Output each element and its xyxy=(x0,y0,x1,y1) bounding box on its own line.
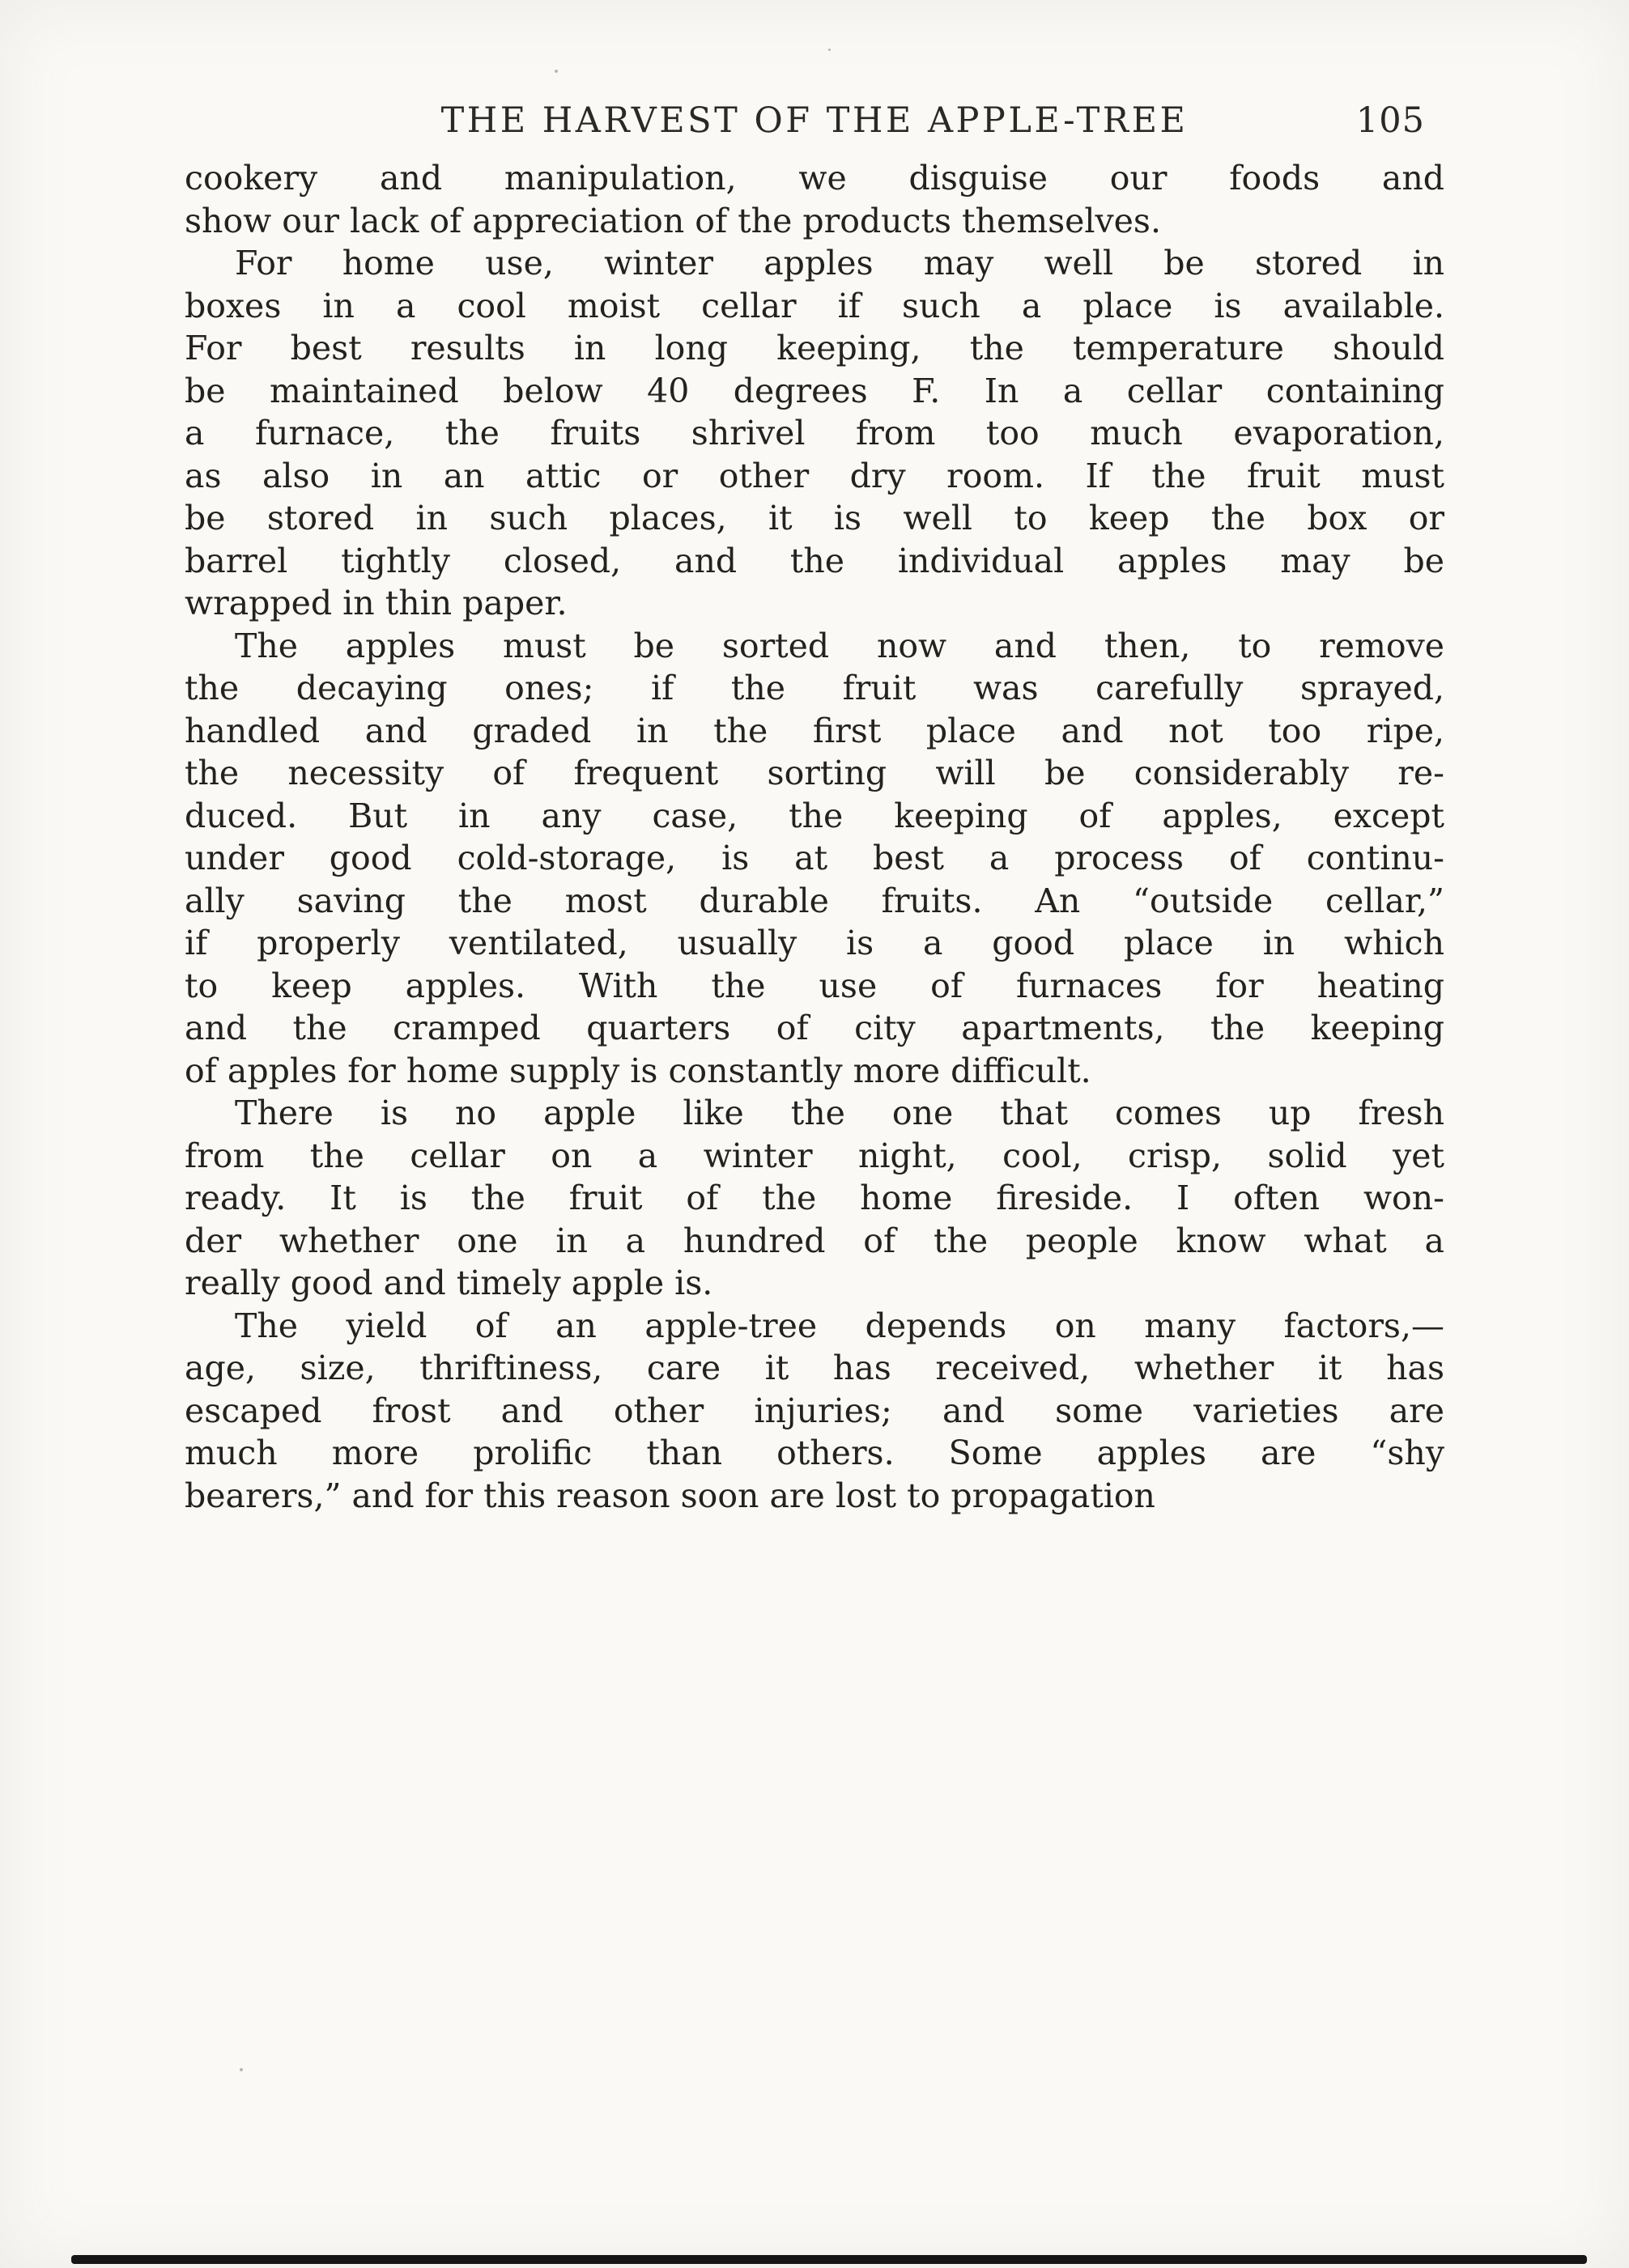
text-line: and the cramped quarters of city apartments, the keeping xyxy=(185,1009,1444,1047)
text-line: There is no apple like the one that comes up fresh xyxy=(235,1094,1444,1132)
text-line: boxes in a cool moist cellar if such a place is available. xyxy=(185,286,1444,325)
text-line: be maintained below 40 degrees F. In a cellar containing xyxy=(185,371,1444,410)
text-line: wrapped in thin paper. xyxy=(185,584,568,622)
text-line: as also in an attic or other dry room. If the fruit must xyxy=(185,456,1444,495)
text-line: show our lack of appreciation of the products themselves. xyxy=(185,201,1161,240)
text-line: For best results in long keeping, the temperature should xyxy=(185,329,1444,367)
text-line: duced. But in any case, the keeping of apples, except xyxy=(185,796,1444,835)
body-text xyxy=(185,157,1444,1517)
paragraph xyxy=(185,242,1444,625)
text-line: much more prolific than others. Some apples are “shy xyxy=(185,1433,1444,1472)
text-line: of apples for home supply is constantly more difficult. xyxy=(185,1051,1091,1090)
scan-edge-artifact xyxy=(71,2255,1587,2264)
page-header xyxy=(185,100,1444,149)
text-line: The apples must be sorted now and then, to remove xyxy=(235,626,1444,665)
paragraph xyxy=(185,157,1444,242)
text-line: der whether one in a hundred of the people know what a xyxy=(185,1221,1444,1260)
paragraph xyxy=(185,1305,1444,1518)
scan-speck xyxy=(555,70,558,73)
text-line: cookery and manipulation, we disguise our foods and xyxy=(185,159,1444,197)
text-line: a furnace, the fruits shrivel from too much evaporation, xyxy=(185,414,1444,452)
text-line: really good and timely apple is. xyxy=(185,1264,713,1302)
page-number: 105 xyxy=(1355,100,1425,141)
text-line: from the cellar on a winter night, cool, crisp, solid yet xyxy=(185,1136,1444,1175)
text-line: be stored in such places, it is well to keep the box or xyxy=(185,499,1444,537)
text-line: under good cold-storage, is at best a process of continu- xyxy=(185,839,1444,877)
paragraph xyxy=(185,1092,1444,1305)
text-line: if properly ventilated, usually is a good place in which xyxy=(185,924,1444,962)
scan-speck xyxy=(828,49,831,51)
text-line: the decaying ones; if the fruit was carefully sprayed, xyxy=(185,669,1444,707)
text-line: the necessity of frequent sorting will be considerably re- xyxy=(185,754,1444,792)
text-line: escaped frost and other injuries; and some varieties are xyxy=(185,1391,1444,1430)
text-line: handled and graded in the first place and not too ripe, xyxy=(185,711,1444,750)
text-line: barrel tightly closed, and the individual apples may be xyxy=(185,541,1444,580)
text-line: The yield of an apple-tree depends on many factors,— xyxy=(235,1306,1444,1345)
text-line: bearers,” and for this reason soon are lost to propagation xyxy=(185,1476,1155,1515)
text-line: to keep apples. With the use of furnaces for heating xyxy=(185,966,1444,1005)
text-line: ready. It is the fruit of the home fireside. I often won- xyxy=(185,1179,1444,1217)
paragraph xyxy=(185,625,1444,1093)
text-line: age, size, thriftiness, care it has received, whether it has xyxy=(185,1348,1444,1387)
text-line: For home use, winter apples may well be stored in xyxy=(235,244,1444,282)
scan-speck xyxy=(240,2068,243,2071)
text-line: ally saving the most durable fruits. An “outside cellar,” xyxy=(185,881,1444,920)
running-head-title: THE HARVEST OF THE APPLE-TREE xyxy=(440,100,1189,141)
